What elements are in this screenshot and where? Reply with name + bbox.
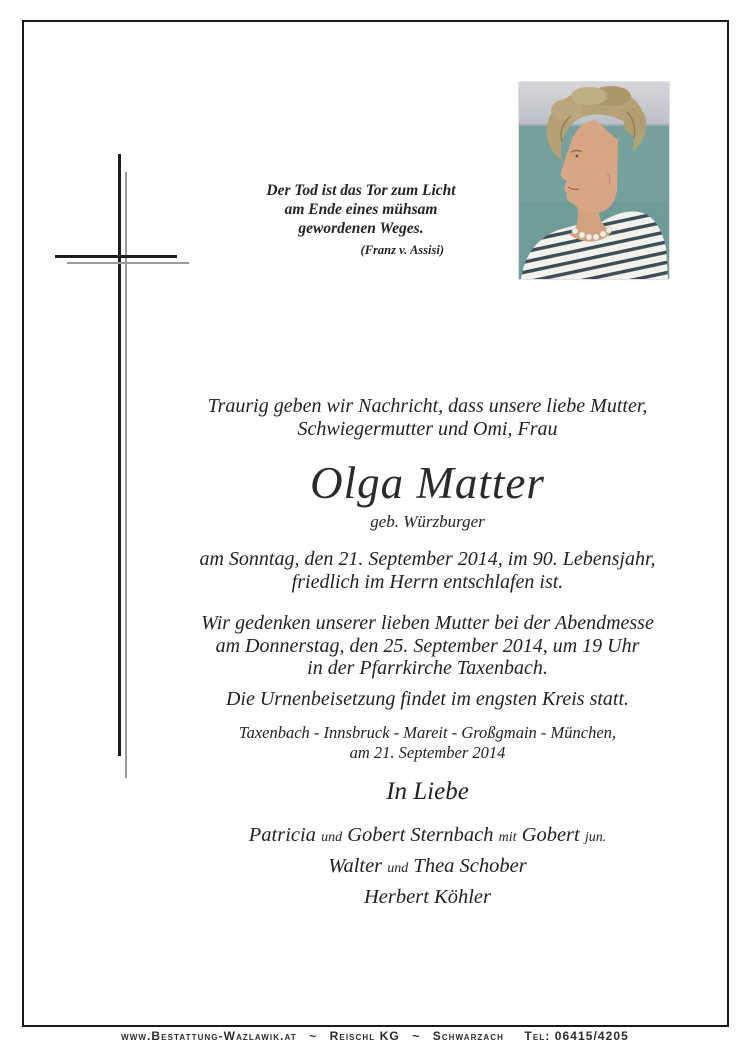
separator-tilde: ~ [412,1029,421,1043]
mourner-line [125,852,730,883]
places-line: Taxenbach - Innsbruck - Mareit - Großgmain - München, [238,723,617,742]
funeral-home-website: www.Bestattung-Wazlawik.at [121,1029,297,1043]
intro-line: Schwiegermutter und Omi, Frau [297,417,558,440]
funeral-home-phone: Tel: 06415/4205 [524,1029,629,1043]
separator-tilde: ~ [309,1029,318,1043]
connector-word: und [321,830,343,845]
mourner-name: Herbert Köhler [364,886,491,908]
mourner-line [125,883,730,912]
memorial-line: in der Pfarrkirche Taxenbach. [307,657,548,679]
maiden-name: geb. Würzburger [370,512,485,531]
quote-line: Der Tod ist das Tor zum Licht [266,182,456,199]
mourner-line [125,821,730,852]
burial-notice: Die Urnenbeisetzung findet im engsten Kreis statt. [225,688,630,710]
memorial-line: Wir gedenken unserer lieben Mutter bei der Abendmesse [201,612,654,634]
funeral-home-footer [0,1029,750,1043]
date-line: am 21. September 2014 [349,742,506,762]
junior-suffix: jun. [584,830,607,845]
death-notice-line: am Sonntag, den 21. September 2014, im 90. Lebensjahr, [199,548,656,570]
connector-word: mit [498,830,517,845]
quote-attribution: (Franz v. Assisi) [360,243,444,257]
cross-vertical-line [118,154,121,756]
funeral-home-location: Schwarzach [432,1029,504,1043]
announcement-intro [125,395,730,440]
mourner-name: Gobert [521,824,580,846]
death-notice [125,548,730,594]
mourner-name: Gobert Sternbach [347,824,494,846]
places-and-date [125,723,730,762]
quote-line: am Ende eines mühsam [284,201,438,218]
memorial-service-notice [125,612,730,680]
mourner-name: Walter [328,855,383,877]
connector-word: und [387,861,409,876]
memorial-line: am Donnerstag, den 25. September 2014, um 19 Uhr [215,634,640,657]
cross-horizontal-line [55,255,177,258]
closing-phrase: In Liebe [386,778,469,805]
mourner-name: Patricia [248,824,316,846]
mourners-list [125,821,730,912]
memorial-quote [250,181,472,260]
mourner-name: Thea Schober [413,855,527,877]
deceased-name: Olga Matter [310,458,545,508]
quote-line: gewordenen Weges. [298,220,424,237]
portrait-photo [518,81,670,280]
death-notice-line: friedlich im Herrn entschlafen ist. [291,571,564,593]
cross-horizontal-shadow [67,262,189,264]
funeral-home-company: Reischl KG [329,1029,400,1043]
intro-line: Traurig geben wir Nachricht, dass unsere liebe Mutter, [207,395,648,417]
